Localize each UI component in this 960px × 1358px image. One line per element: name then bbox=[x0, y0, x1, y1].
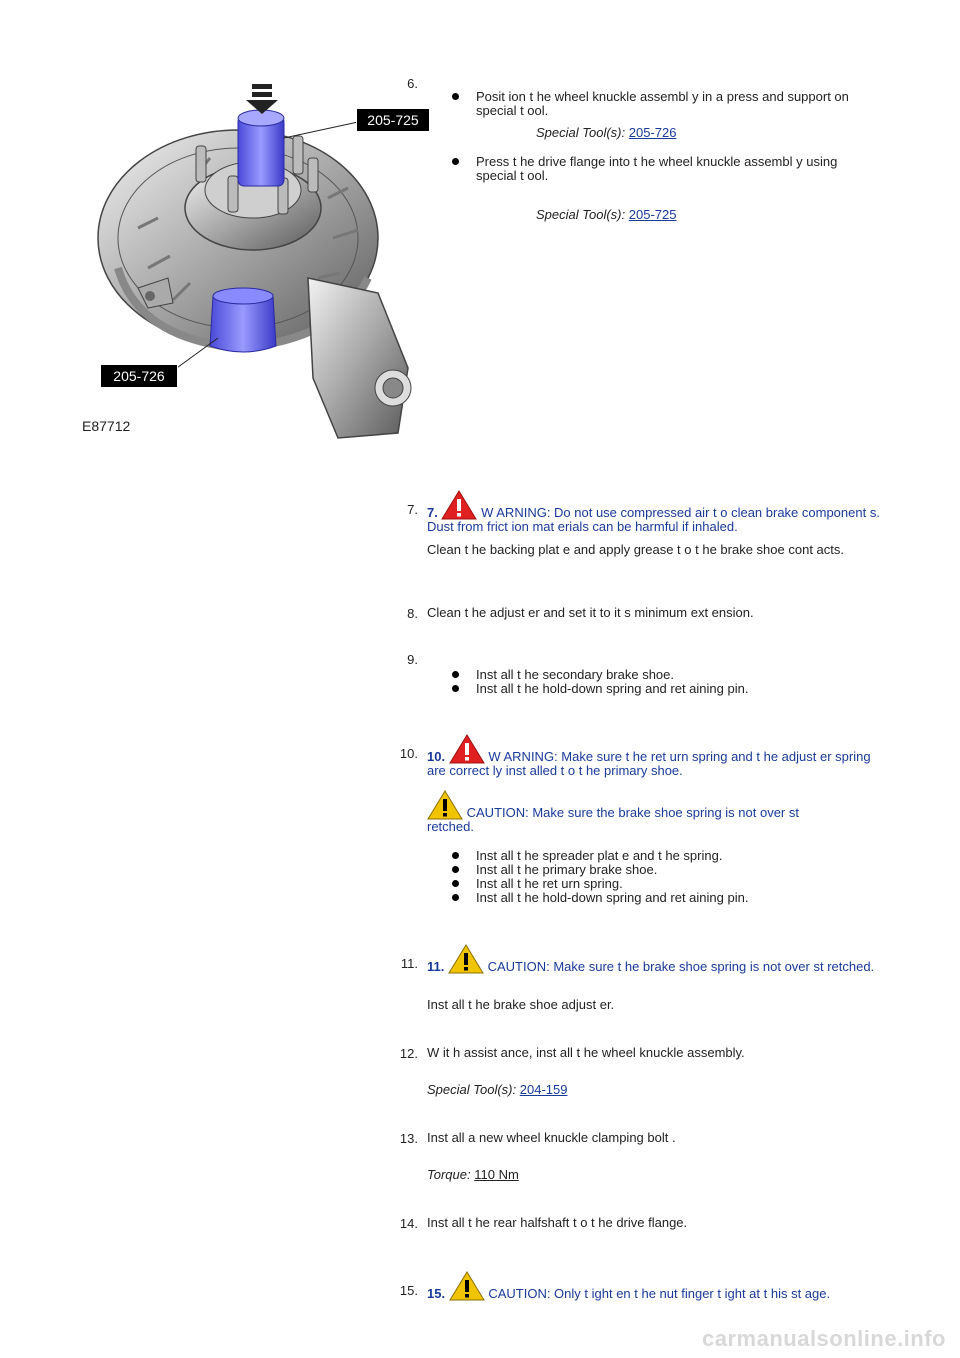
tool-link-205-725[interactable]: 205-725 bbox=[628, 207, 677, 222]
special-tool-line: Special Tool(s): 205-725 bbox=[536, 207, 677, 222]
special-tool-line: Special Tool(s): 205-726 bbox=[536, 125, 677, 140]
caution-icon bbox=[448, 944, 484, 974]
step-number: 15. bbox=[399, 1283, 418, 1298]
step-number: 8. bbox=[407, 606, 418, 621]
step-text: Inst all t he brake shoe adjust er. bbox=[427, 997, 615, 1012]
list-item: Inst all t he primary brake shoe. bbox=[440, 863, 880, 877]
special-tool-line: Special Tool(s): 204-159 bbox=[427, 1082, 568, 1097]
step-number: 6. bbox=[407, 76, 418, 91]
watermark: carmanualsonline.info bbox=[702, 1326, 946, 1351]
step-text: Clean t he backing plat e and apply grease t o t he brake shoe cont acts. bbox=[427, 542, 844, 557]
warning-icon bbox=[449, 734, 485, 764]
list-item: Inst all t he secondary brake shoe. bbox=[440, 668, 880, 682]
step-text: Inst all a new wheel knuckle clamping bolt . bbox=[427, 1130, 676, 1145]
step-number: 11. bbox=[400, 956, 418, 971]
caution-icon bbox=[449, 1271, 485, 1301]
list-item: Inst all t he hold-down spring and ret aining pin. bbox=[440, 891, 880, 905]
warning-block: 10. W ARNING: Make sure t he ret urn spring and t he adjust er spring are correct ly inst alled t o t he primary shoe. bbox=[427, 734, 887, 778]
warning-block: 7. W ARNING: Do not use compressed air t o clean brake component s. Dust from frict ion mat erials can be harmful if inhaled. bbox=[427, 490, 887, 534]
tool-link-205-726[interactable]: 205-726 bbox=[628, 125, 677, 140]
list-item: Posit ion t he wheel knuckle assembl y in a press and support on special t ool. bbox=[440, 90, 880, 118]
step-6-bullets bbox=[440, 90, 880, 118]
warning-icon bbox=[441, 490, 477, 520]
step-10-bullets bbox=[440, 849, 880, 905]
step-number: 13. bbox=[399, 1131, 418, 1146]
torque-value: 110 Nm bbox=[474, 1167, 519, 1182]
caution-icon bbox=[427, 790, 463, 820]
step-number: 10. bbox=[399, 746, 418, 761]
step-text: Clean t he adjust er and set it to it s minimum ext ension. bbox=[427, 605, 754, 620]
caution-block: 11. CAUTION: Make sure t he brake shoe spring is not over st retched. bbox=[427, 944, 887, 974]
step-9-bullets bbox=[440, 668, 880, 696]
step-text: Inst all t he rear halfshaft t o t he drive flange. bbox=[427, 1215, 688, 1230]
tool-label-205-726: 205-726 bbox=[100, 364, 178, 388]
figure-id: E87712 bbox=[82, 418, 131, 434]
tool-label-205-725: 205-725 bbox=[356, 108, 430, 132]
step-text: W it h assist ance, inst all t he wheel knuckle assembly. bbox=[427, 1045, 745, 1060]
step-number: 12. bbox=[399, 1046, 418, 1061]
step-number: 9. bbox=[407, 652, 418, 667]
illustration-figure bbox=[78, 78, 428, 440]
step-number: 14. bbox=[399, 1216, 418, 1231]
torque-line: Torque: 110 Nm bbox=[427, 1167, 519, 1182]
caution-block: 15. CAUTION: Only t ight en t he nut finger t ight at t his st age. bbox=[427, 1271, 907, 1301]
step-6-bullets-2 bbox=[440, 155, 880, 183]
list-item: Inst all t he spreader plat e and t he spring. bbox=[440, 849, 880, 863]
tool-link-204-159[interactable]: 204-159 bbox=[519, 1082, 568, 1097]
caution-block: CAUTION: Make sure the brake shoe spring is not over st retched. bbox=[427, 790, 847, 834]
list-item: Press t he drive flange into t he wheel knuckle assembl y using special t ool. bbox=[440, 155, 880, 183]
list-item: Inst all t he hold-down spring and ret aining pin. bbox=[440, 682, 880, 696]
list-item: Inst all t he ret urn spring. bbox=[440, 877, 880, 891]
step-number: 7. bbox=[407, 502, 418, 517]
